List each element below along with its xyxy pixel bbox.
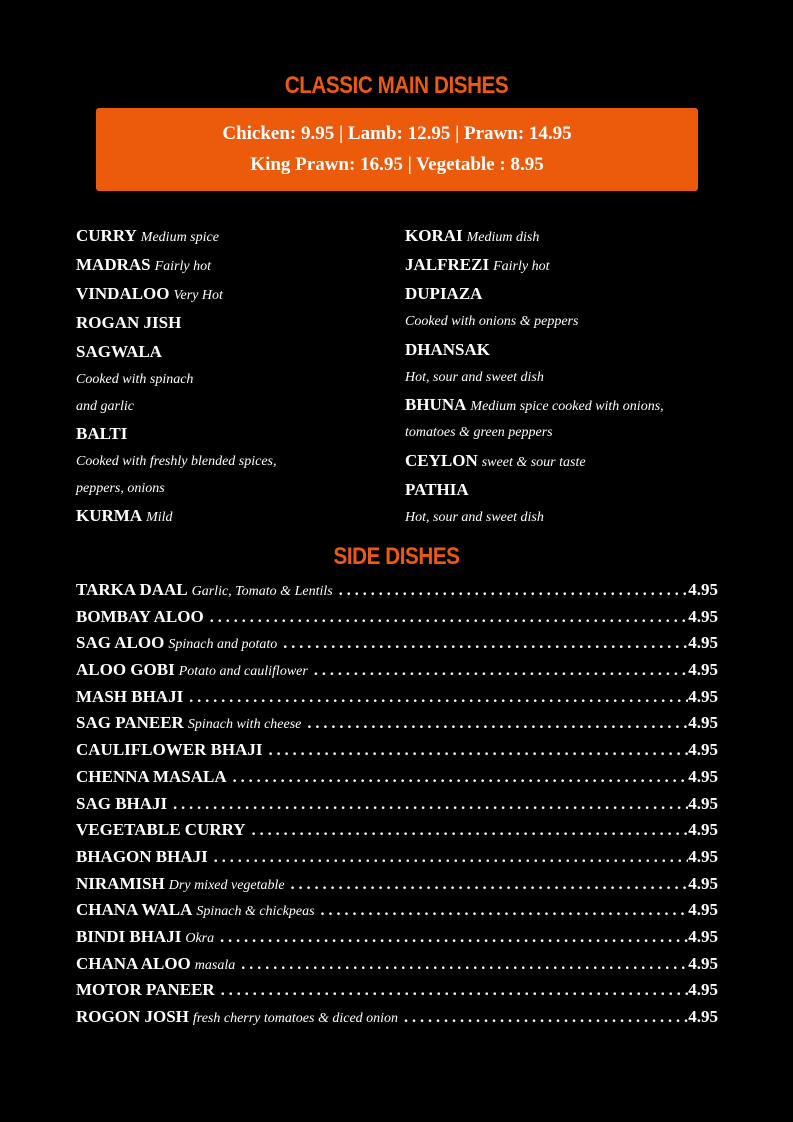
- side-dish-description: fresh cherry tomatoes & diced onion: [192, 1011, 399, 1026]
- side-dish-name: VEGETABLE CURRY: [76, 820, 246, 840]
- main-dish-name: BALTI: [76, 424, 128, 443]
- main-dish-name: KORAI: [405, 226, 463, 245]
- side-dish-row: [76, 1004, 718, 1031]
- main-dish-name: BHUNA: [405, 395, 467, 414]
- main-dish-line: [405, 308, 725, 335]
- side-dish-name: SAG ALOO: [76, 633, 165, 653]
- side-dish-row: [76, 951, 718, 978]
- side-dishes-list: [76, 577, 718, 1031]
- main-dish-description: tomatoes & green peppers: [405, 425, 553, 440]
- price-line-1: Chicken: 9.95 | Lamb: 12.95 | Prawn: 14.95: [222, 123, 572, 144]
- main-dish-line: [76, 308, 386, 337]
- main-dish-name: MADRAS: [76, 255, 151, 274]
- side-dish-row: [76, 764, 718, 791]
- side-dish-price: 4.95: [688, 633, 718, 653]
- main-dish-description: Fairly hot: [154, 259, 211, 274]
- main-dish-description: Medium spice cooked with onions,: [470, 399, 664, 414]
- side-dish-row: [76, 897, 718, 924]
- main-dish-description: Mild: [146, 510, 173, 525]
- side-dish-name: BINDI BHAJI: [76, 926, 182, 946]
- side-dish-row: [76, 630, 718, 657]
- main-dish-description: Cooked with onions & peppers: [405, 314, 579, 329]
- side-dish-row: [76, 684, 718, 711]
- dot-leader: [314, 658, 688, 684]
- main-dishes-left-column: [76, 221, 386, 530]
- main-dish-line: [76, 366, 386, 393]
- main-dish-line: [76, 448, 386, 475]
- main-dish-line: [76, 279, 386, 308]
- main-dish-description: Cooked with spinach: [76, 372, 194, 387]
- side-dish-description: Spinach and potato: [168, 637, 278, 653]
- dot-leader: [221, 978, 689, 1004]
- main-dish-description: and garlic: [76, 398, 134, 414]
- side-dish-row: [76, 871, 718, 898]
- main-dish-line: [76, 501, 386, 530]
- side-dish-price: 4.95: [688, 740, 718, 760]
- side-dish-name: BOMBAY ALOO: [76, 606, 204, 626]
- main-dishes-right-column: [405, 221, 725, 530]
- dot-leader: [252, 818, 689, 844]
- side-dish-description: Dry mixed vegetable: [168, 877, 285, 893]
- side-dish-row: [76, 577, 718, 604]
- main-dish-name: JALFREZI: [405, 255, 490, 274]
- dot-leader: [339, 578, 689, 604]
- side-dish-price: 4.95: [688, 606, 718, 626]
- side-dish-price: 4.95: [688, 873, 718, 893]
- dot-leader: [173, 792, 688, 818]
- side-dish-description: Spinach & chickpeas: [196, 904, 315, 920]
- dot-leader: [291, 872, 689, 898]
- side-dish-price: 4.95: [688, 713, 718, 733]
- main-dish-line: [405, 335, 725, 364]
- main-dish-description: Medium spice: [140, 230, 219, 245]
- main-price-box: [96, 108, 698, 191]
- side-dish-price: 4.95: [688, 820, 718, 840]
- side-dish-row: [76, 791, 718, 818]
- side-dish-name: ROGON JOSH: [76, 1007, 189, 1026]
- side-dish-name: MOTOR PANEER: [76, 980, 215, 1000]
- side-dish-row: [76, 604, 718, 631]
- main-dish-description: Hot, sour and sweet dish: [405, 509, 544, 525]
- side-dish-row: [76, 924, 718, 951]
- dot-leader: [220, 925, 688, 951]
- side-dish-price: 4.95: [688, 846, 718, 866]
- price-line-2: King Prawn: 16.95 | Vegetable : 8.95: [250, 154, 544, 175]
- side-dish-name: BHAGON BHAJI: [76, 846, 208, 866]
- side-dish-name: CHENNA MASALA: [76, 766, 227, 786]
- side-dish-row: [76, 817, 718, 844]
- dot-leader: [241, 952, 688, 978]
- side-dish-description: Garlic, Tomato & Lentils: [191, 584, 333, 599]
- main-dish-name: KURMA: [76, 506, 143, 525]
- side-dish-price: 4.95: [688, 980, 718, 1000]
- dot-leader: [321, 898, 689, 924]
- main-dish-line: [405, 504, 725, 531]
- side-dish-name: SAG PANEER: [76, 713, 184, 733]
- side-dish-name: SAG BHAJI: [76, 793, 168, 813]
- main-dish-description: Hot, sour and sweet dish: [405, 369, 544, 385]
- main-dish-description: Fairly hot: [493, 259, 550, 274]
- side-dish-name: TARKA DAAL: [76, 580, 188, 599]
- side-dish-price: 4.95: [688, 953, 718, 973]
- side-dish-row: [76, 737, 718, 764]
- side-dish-name: CAULIFLOWER BHAJI: [76, 740, 263, 760]
- main-dish-description: Medium dish: [466, 230, 540, 245]
- side-dish-name: NIRAMISH: [76, 873, 165, 893]
- main-dish-line: [405, 475, 725, 504]
- side-dish-price: 4.95: [688, 900, 718, 920]
- main-dish-name: DHANSAK: [405, 339, 491, 359]
- side-dish-price: 4.95: [688, 660, 718, 680]
- dot-leader: [269, 738, 689, 764]
- main-dish-name: ROGAN JISH: [76, 313, 182, 332]
- main-dish-line: [405, 221, 725, 250]
- side-dish-name: ALOO GOBI: [76, 660, 175, 680]
- main-dish-line: [405, 446, 725, 475]
- side-dish-row: [76, 977, 718, 1004]
- side-dish-price: 4.95: [688, 766, 718, 786]
- main-dish-line: [76, 337, 386, 366]
- dot-leader: [233, 765, 689, 791]
- side-dish-description: Spinach with cheese: [187, 717, 302, 733]
- side-dish-price: 4.95: [688, 686, 718, 706]
- main-dish-name: CURRY: [76, 226, 137, 245]
- main-dish-description: Very Hot: [173, 288, 223, 303]
- main-dish-line: [76, 221, 386, 250]
- main-dish-description: peppers, onions: [76, 480, 165, 496]
- dot-leader: [214, 845, 688, 871]
- main-dish-line: [76, 250, 386, 279]
- side-dish-price: 4.95: [688, 926, 718, 946]
- main-dish-name: VINDALOO: [76, 284, 170, 303]
- side-dish-description: Potato and cauliflower: [178, 664, 308, 680]
- dot-leader: [283, 631, 688, 657]
- side-dish-row: [76, 710, 718, 737]
- main-dish-line: [405, 364, 725, 391]
- side-dish-row: [76, 657, 718, 684]
- side-dish-price: 4.95: [688, 580, 718, 599]
- side-dish-name: MASH BHAJI: [76, 686, 184, 706]
- main-dish-description: sweet & sour taste: [481, 454, 586, 470]
- main-dish-line: [405, 250, 725, 279]
- main-dish-line: [405, 419, 725, 446]
- side-dish-name: CHANA WALA: [76, 900, 193, 920]
- main-dish-line: [76, 393, 386, 420]
- dot-leader: [210, 605, 689, 631]
- side-dish-description: masala: [194, 957, 236, 973]
- dot-leader: [189, 685, 688, 711]
- main-dish-line: [405, 390, 725, 419]
- main-dish-name: PATHIA: [405, 479, 469, 499]
- side-dish-price: 4.95: [688, 1007, 718, 1026]
- main-dish-line: [76, 419, 386, 448]
- main-dish-name: SAGWALA: [76, 342, 162, 361]
- main-dish-line: [76, 475, 386, 502]
- main-dish-line: [405, 279, 725, 308]
- side-dishes-heading: SIDE DISHES: [333, 543, 460, 570]
- side-dish-row: [76, 844, 718, 871]
- side-dish-description: Okra: [185, 930, 215, 946]
- main-dish-name: DUPIAZA: [405, 284, 483, 303]
- side-dish-name: CHANA ALOO: [76, 953, 191, 973]
- dot-leader: [307, 711, 688, 737]
- main-dishes-heading: CLASSIC MAIN DISHES: [284, 72, 509, 99]
- side-dish-price: 4.95: [688, 793, 718, 813]
- dot-leader: [404, 1005, 688, 1031]
- main-dish-name: CEYLON: [405, 450, 478, 470]
- main-dish-description: Cooked with freshly blended spices,: [76, 454, 277, 469]
